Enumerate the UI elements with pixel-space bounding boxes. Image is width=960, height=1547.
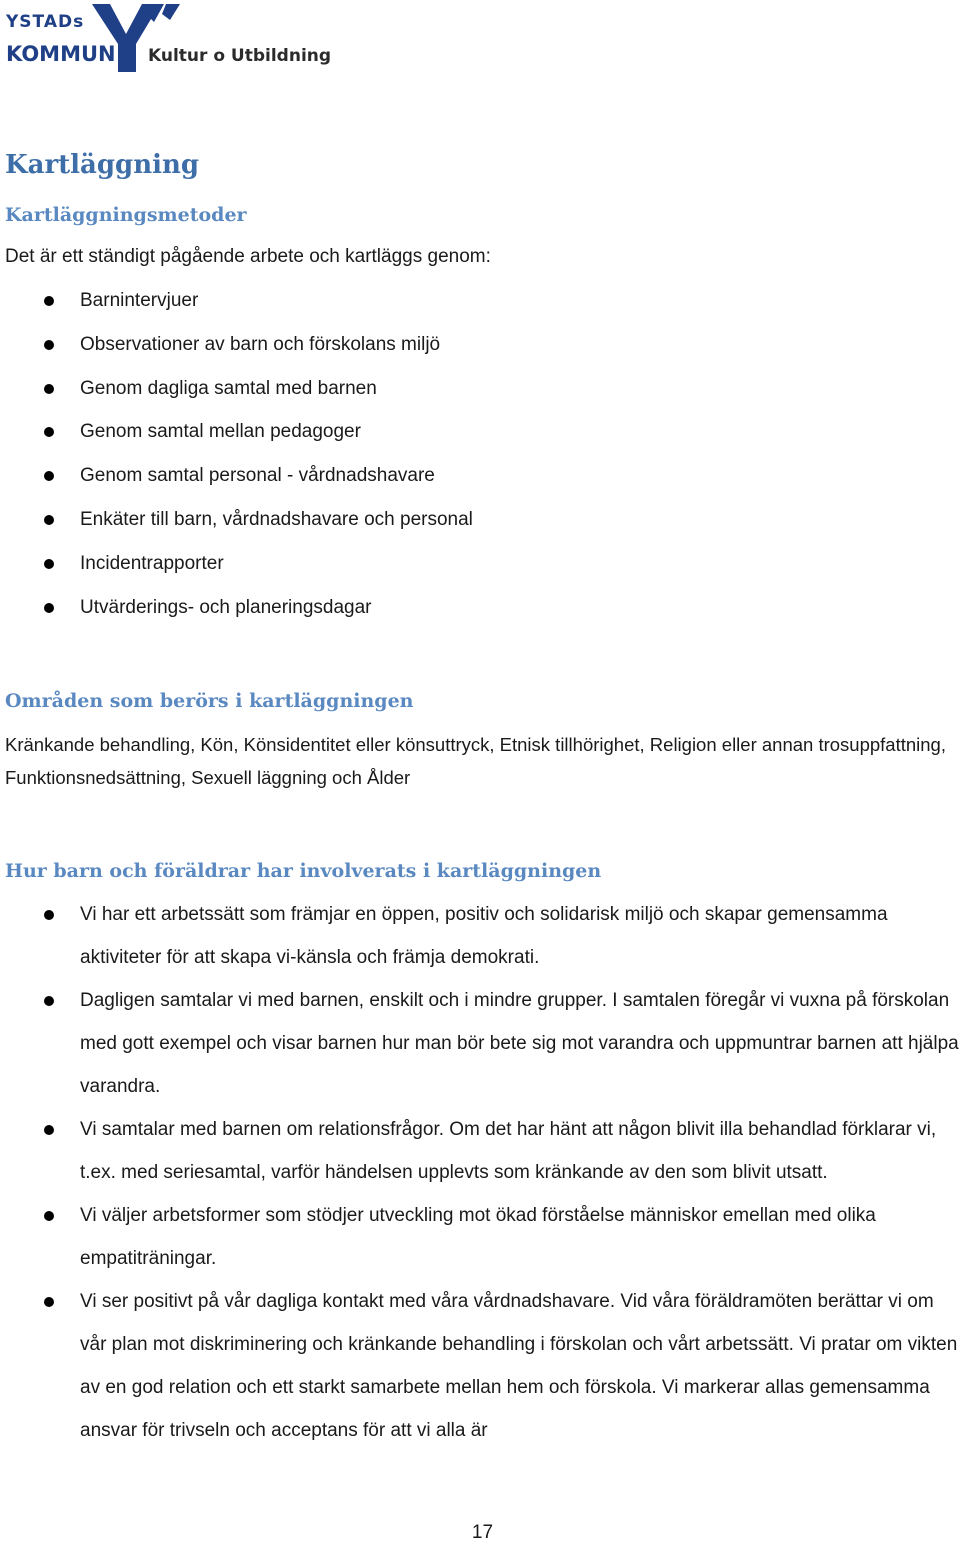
list-item xyxy=(0,1194,960,1280)
list-item-text: Genom dagliga samtal med barnen xyxy=(80,377,377,399)
list-item-text: Vi väljer arbetsformer som stödjer utveckling mot ökad förståelse människor emellan med olika empatiträningar. xyxy=(80,1205,876,1269)
list-item xyxy=(0,413,473,457)
bullet-icon xyxy=(44,1297,54,1307)
list-item-text: Utvärderings- och planeringsdagar xyxy=(80,596,372,618)
list-item xyxy=(0,893,960,979)
bullet-icon xyxy=(44,1211,54,1221)
list-item-text: Incidentrapporter xyxy=(80,552,224,574)
methods-list xyxy=(0,282,473,632)
bullet-icon xyxy=(44,427,54,437)
bullet-icon xyxy=(44,340,54,350)
bullet-icon xyxy=(44,603,54,613)
list-item-text: Genom samtal personal - vårdnadshavare xyxy=(80,465,435,487)
list-item xyxy=(0,979,960,1108)
logo-subtitle: Kultur o Utbildning xyxy=(148,46,332,66)
list-item xyxy=(0,1108,960,1194)
bullet-icon xyxy=(44,471,54,481)
section-heading-involvement: Hur barn och föräldrar har involverats i kartläggningen xyxy=(5,860,602,882)
ystad-kommun-logo xyxy=(4,0,334,80)
bullet-icon xyxy=(44,996,54,1006)
section-intro: Det är ett ständigt pågående arbete och kartläggs genom: xyxy=(5,246,491,267)
bullet-icon xyxy=(44,515,54,525)
involvement-list xyxy=(0,893,960,1452)
page-number: 17 xyxy=(471,1522,494,1543)
logo-kommun-text: KOMMUN xyxy=(6,42,116,66)
bullet-icon xyxy=(44,559,54,569)
list-item xyxy=(0,545,473,589)
list-item xyxy=(0,370,473,414)
list-item-text: Enkäter till barn, vårdnadshavare och personal xyxy=(80,508,473,530)
areas-text: Kränkande behandling, Kön, Könsidentitet eller könsuttryck, Etnisk tillhörighet, Religion eller annan trosuppfattning, Funktionsnedsättning, Sexuell läggning och Ålder xyxy=(5,734,946,788)
list-item-text: Dagligen samtalar vi med barnen, enskilt och i mindre grupper. I samtalen föregår vi vuxna på förskolan med gott exempel och visar barnen hur man bör bete sig mot varandra och uppmuntrar barnen att hjälpa varandra. xyxy=(80,990,959,1097)
bullet-icon xyxy=(44,296,54,306)
bullet-icon xyxy=(44,384,54,394)
list-item xyxy=(0,326,473,370)
list-item-text: Vi samtalar med barnen om relationsfrågor. Om det har hänt att någon blivit illa behandlad förklarar vi, t.ex. med seriesamtal, varför händelsen upplevts som kränkande av den som blivit utsatt. xyxy=(80,1119,937,1183)
bullet-icon xyxy=(44,1125,54,1135)
page-title: Kartläggning xyxy=(5,150,200,180)
list-item-text: Vi har ett arbetssätt som främjar en öppen, positiv och solidarisk miljö och skapar gemensamma aktiviteter för att skapa vi-känsla och främja demokrati. xyxy=(80,904,888,968)
list-item-text: Barnintervjuer xyxy=(80,290,199,311)
list-item-text: Vi ser positivt på vår dagliga kontakt med våra vårdnadshavare. Vid våra föräldramöten berättar vi om vår plan mot diskriminering och kränkande behandling i förskolan och vårt arbetssätt. Vi pratar om vikten av en god relation och ett starkt samarbete mellan hem och förskola. Vi markerar allas gemensamma ansvar för trivseln och acceptans för att vi alla är xyxy=(80,1291,958,1441)
logo-ystad-text: YSTADs xyxy=(6,12,85,32)
section-heading-methods: Kartläggningsmetoder xyxy=(5,204,247,226)
list-item-text: Observationer av barn och förskolans miljö xyxy=(80,333,441,355)
bullet-icon xyxy=(44,910,54,920)
section-heading-areas: Områden som berörs i kartläggningen xyxy=(5,690,414,712)
list-item xyxy=(0,589,473,633)
list-item xyxy=(0,501,473,545)
list-item xyxy=(0,1280,960,1452)
list-item xyxy=(0,457,473,501)
list-item-text: Genom samtal mellan pedagoger xyxy=(80,421,361,443)
list-item xyxy=(0,282,473,326)
